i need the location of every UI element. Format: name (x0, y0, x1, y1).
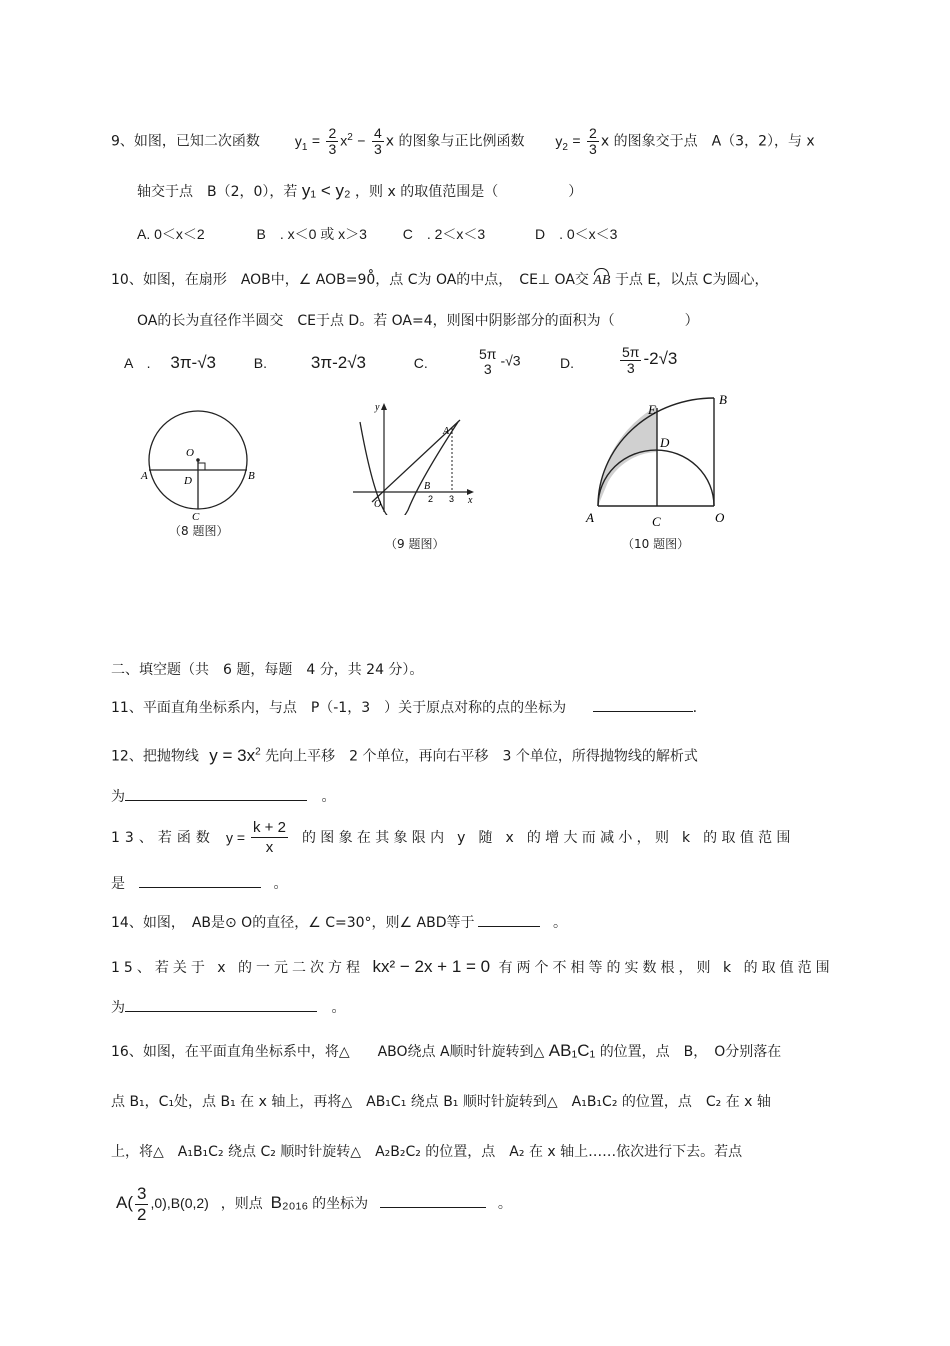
fig10-label-c: C (652, 514, 661, 529)
q12-answer-blank[interactable] (125, 786, 307, 801)
fig9-label-b: B (424, 481, 431, 492)
fig8-label-b: B (248, 470, 255, 482)
q16-line4: A( $\frac{3}{2}$ ,0),B(0,2) ，则点 B₂₀₁₆ 的坐标为 。 (116, 1184, 512, 1224)
q9-option-d: D . 0＜x＜3 (534, 226, 618, 242)
q9-option-c: C . 2＜x＜3 (402, 226, 486, 242)
figure-8 (138, 408, 263, 520)
q10-option-b: 3π-2√3 (310, 353, 366, 372)
fig9-label-x: x (468, 495, 473, 506)
q16-answer-blank[interactable] (380, 1193, 486, 1208)
q10-option-d: $\frac{5\pi}{3}$ -2√3 (622, 344, 678, 376)
q9-options (137, 224, 617, 244)
fig10-label-b: B (719, 392, 727, 407)
q12-line2: 为 。 (111, 786, 335, 807)
q13-line1: 13、若函数 (111, 830, 215, 846)
fig9-y-arrow (381, 403, 387, 410)
q11-answer-blank[interactable] (593, 697, 693, 712)
q13-line2: 是 。 (111, 873, 287, 894)
q9-line2: 轴交于点 B（2，0），若 y₁ < y₂ ，则 x 的取值范围是（ ） (137, 181, 583, 200)
fig9-tick-3: 3 (449, 494, 455, 504)
q16-line3: 上，将△ A₁B₁C₂ 绕点 C₂ 顺时针旋转△ A₂B₂C₂ 的位置，点 A₂ 在 x 轴上……依次进行下去。若点 (111, 1144, 743, 1160)
fig8-label-o: O (186, 447, 194, 459)
fig10-label-o: O (715, 510, 725, 525)
q9-y1: $y_1$ (294, 132, 308, 153)
q10-line2: OA的长为直径作半圆交 CE于点 D。若 OA=4，则图中阴影部分的面积为（ ） (137, 313, 699, 329)
q9-option-b: B . x＜0 或 x＞3 (256, 226, 367, 242)
fig8-caption: （8 题图） (169, 524, 229, 538)
q9-frac1: $\frac{2}{3}$ (328, 125, 337, 157)
fig8-label-a: A (141, 470, 148, 482)
q15-expr: kx² − 2x + 1 = 0 (372, 957, 491, 976)
fig10-label-d: D (660, 435, 670, 450)
q15-answer-blank[interactable] (125, 997, 317, 1012)
q9-option-a: A. 0＜x＜2 (137, 226, 205, 242)
q14: 14、如图， AB是⊙ O的直径，∠ C=30°，则∠ ABD等于 。 (111, 912, 567, 933)
q12-line1: 12、把抛物线 $y = 3x^2$ 先向上平移 2 个单位，再向右平移 3 个单位，所得抛物线的解析式 (111, 745, 698, 765)
q9-frac2: $\frac{4}{3}$ (373, 125, 382, 157)
fig9-label-a: A (443, 426, 450, 437)
q9-frac3: $\frac{2}{3}$ (589, 125, 597, 157)
fig8-label-c: C (192, 511, 200, 520)
fig8-label-d: D (184, 475, 192, 487)
fig9-tick-2: 2 (428, 494, 434, 504)
fig8-center-dot (196, 458, 200, 462)
q13-text: 的图象在其象限内 y 随 x 的增大而减小，则 k 的取值范围 (302, 830, 795, 846)
q12-expr: $y = 3x^2$ (209, 745, 261, 765)
q9-y2: $y_2$ (555, 132, 568, 153)
q10-options: A . 3π-√3 B. 3π-2√3 C. (124, 353, 428, 372)
fig10-label-e: E (648, 402, 656, 417)
q9-line1: 9、如图，已知二次函数 $y_1$ = $\frac{2}{3}$ $x^2$ − $\frac{4}{3}$ x 的图象与正比例函数 $y_2$ = $\frac{2}{3}$ x 的图象交于点 A（3，2），与 x (111, 125, 815, 157)
fig10-shaded-region (598, 406, 657, 506)
fig10-caption: （10 题图） (622, 537, 690, 551)
q10-arc-ab: AB (593, 271, 610, 291)
q11: 11、平面直角坐标系内，与点 P（-1，3 ）关于原点对称的点的坐标为 . (111, 697, 697, 718)
q10-option-c: 5π 3 -√3 (479, 346, 521, 377)
q13-answer-blank[interactable] (139, 873, 261, 888)
fig9-label-y: y (375, 402, 380, 413)
figure-9 (348, 400, 478, 515)
q15-line1: 15、若关于 x 的一元二次方程 kx² − 2x + 1 = 0 有两个不相等的实数根，则 k 的取值范围 (111, 957, 834, 976)
q14-answer-blank[interactable] (478, 912, 540, 927)
q16-line2: 点 B₁，C₁处，点 B₁ 在 x 轴上，再将△ AB₁C₁ 绕点 B₁ 顺时针旋转到△ A₁B₁C₂ 的位置，点 C₂ 在 x 轴 (111, 1094, 771, 1110)
fig9-label-o: O (374, 499, 382, 510)
figure-10 (582, 388, 732, 533)
q10-line1: 10、如图，在扇形 AOB中，∠ AOB=90̊，点 C为 OA的中点， CE⊥ OA交 AB 于点 E，以点 C为圆心， (111, 270, 768, 291)
q13-expr: y = $\frac{k + 2}{x}$ (226, 819, 286, 856)
fig9-caption: （9 题图） (385, 537, 445, 551)
q15-line2: 为 。 (111, 997, 345, 1018)
q10-option-a: 3π-√3 (170, 353, 216, 372)
fig10-label-a: A (586, 510, 594, 525)
section2-title: 二、填空题（共 6 题，每题 4 分，共 24 分）。 (111, 662, 424, 678)
fig8-right-angle (198, 463, 205, 470)
q9-inequality: y₁ < y₂ (301, 181, 351, 200)
q16-line1: 16、如图，在平面直角坐标系中，将△ ABO绕点 A顺时针旋转到△ AB₁C₁ 的位置，点 B， O分别落在 (111, 1041, 782, 1060)
